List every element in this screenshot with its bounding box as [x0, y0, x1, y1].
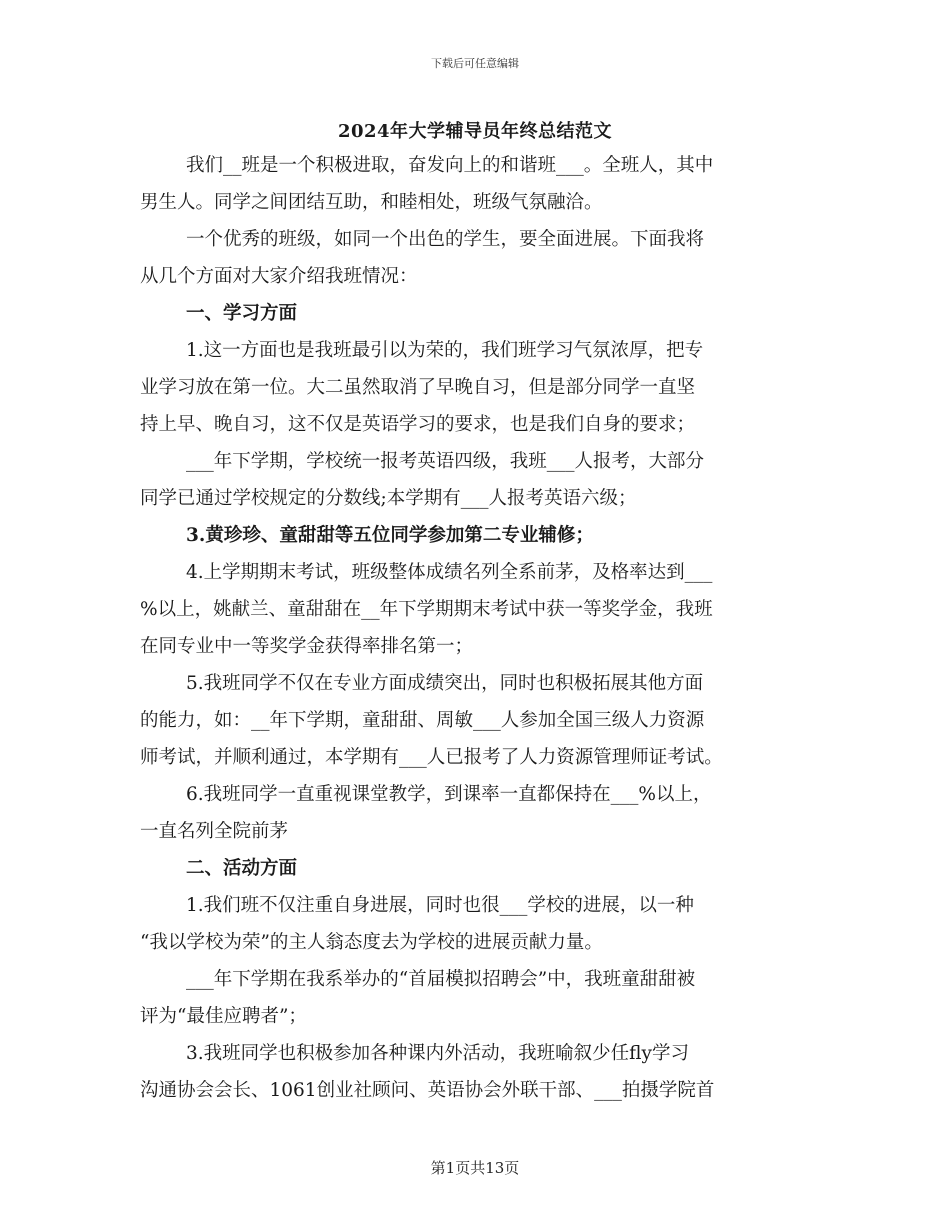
body-line-14: 在同专业中一等奖学金获得率排名第一； [140, 636, 474, 657]
body-line-26: 沟通协会会长、1061创业社顾问、英语协会外联干部、___拍摄学院首 [140, 1080, 715, 1101]
body-line-19: 一直名列全院前茅 [140, 821, 289, 842]
document-title: 2024年大学辅导员年终总结范文 [337, 121, 613, 142]
document-body [140, 147, 830, 1109]
section-heading-study: 一、学习方面 [186, 303, 298, 324]
body-line-25: 3.我班同学也积极参加各种课内外活动，我班喻叙少任fly学习 [186, 1043, 689, 1064]
body-line-3: 一个优秀的班级，如同一个出色的学生，要全面进展。下面我将 [186, 229, 705, 250]
body-line-22: “我以学校为荣”的主人翁态度去为学校的进展贡献力量。 [140, 932, 603, 953]
body-line-13: %以上，姚献兰、童甜甜在__年下学期期末考试中获一等奖学金，我班 [140, 599, 713, 620]
body-line-6: 1.这一方面也是我班最引以为荣的，我们班学习气氛浓厚，把专 [186, 340, 704, 361]
body-line-4: 从几个方面对大家介绍我班情况： [140, 266, 418, 287]
body-line-8: 持上早、晚自习，这不仅是英语学习的要求，也是我们自身的要求； [140, 414, 696, 435]
body-line-7: 业学习放在第一位。大二虽然取消了早晚自习，但是部分同学一直坚 [140, 377, 696, 398]
body-line-24: 评为“最佳应聘者”； [140, 1006, 307, 1027]
page-footer: 第1页共13页 [430, 1159, 520, 1177]
body-line-12: 4.上学期期末考试，班级整体成绩名列全系前茅，及格率达到___ [186, 562, 713, 583]
body-line-15: 5.我班同学不仅在专业方面成绩突出，同时也积极拓展其他方面 [186, 673, 704, 694]
body-line-17: 师考试，并顺利通过，本学期有___人已报考了人力资源管理师证考试。 [140, 747, 723, 768]
body-line-16: 的能力，如：__年下学期，童甜甜、周敏___人参加全国三级人力资源 [140, 710, 705, 731]
body-line-11-bold: 3.黄珍珍、童甜甜等五位同学参加第二专业辅修； [186, 525, 594, 546]
header-note: 下载后可任意编辑 [431, 57, 519, 70]
section-heading-activities: 二、活动方面 [186, 858, 298, 879]
body-line-10: 同学已通过学校规定的分数线;本学期有___人报考英语六级； [140, 488, 637, 509]
body-line-21: 1.我们班不仅注重自身进展，同时也很___学校的进展，以一种 [186, 895, 694, 916]
body-line-1: 我们__班是一个积极进取，奋发向上的和谐班___。全班人，其中 [186, 155, 714, 176]
body-line-23: ___年下学期在我系举办的“首届模拟招聘会”中，我班童甜甜被 [186, 969, 696, 990]
body-line-9: ___年下学期，学校统一报考英语四级，我班___人报考，大部分 [186, 451, 705, 472]
body-line-2: 男生人。同学之间团结互助，和睦相处，班级气氛融洽。 [140, 192, 603, 213]
body-line-18: 6.我班同学一直重视课堂教学，到课率一直都保持在___%以上， [186, 784, 712, 805]
